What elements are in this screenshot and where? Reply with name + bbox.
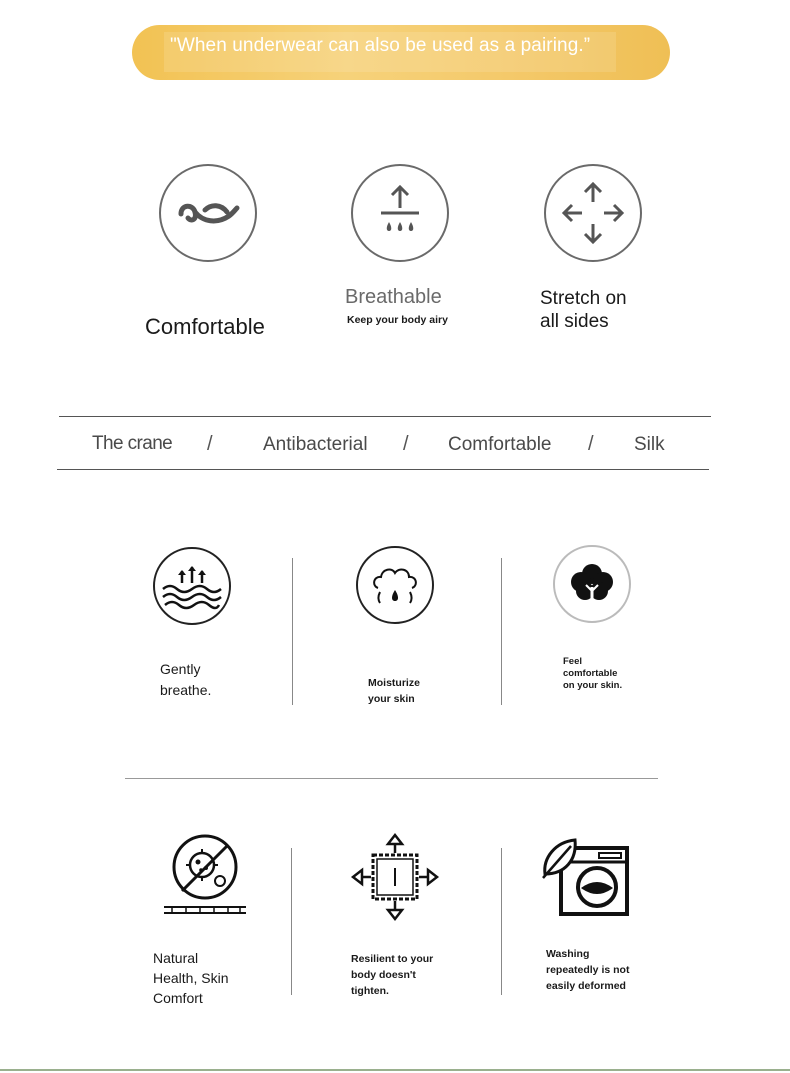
tag-separator: /	[207, 433, 213, 455]
feature-natural-health: Natural Health, Skin Comfort	[153, 950, 229, 1006]
feature-title-comfortable: Comfortable	[145, 314, 265, 339]
feature-gently-breathe: Gently breathe.	[160, 661, 212, 698]
feature-moisturize: Moisturize your skin	[368, 677, 420, 705]
quote-banner	[132, 25, 670, 80]
tag-separator: /	[588, 433, 594, 455]
column-divider	[292, 558, 293, 705]
airflow-drops-icon	[351, 164, 449, 262]
cloud-drop-icon	[356, 546, 434, 624]
tag-silk: Silk	[634, 434, 665, 455]
stretch-fabric-icon	[350, 832, 440, 922]
tag-bar-top-divider	[59, 416, 711, 417]
four-way-arrows-icon	[544, 164, 642, 262]
tag-separator: /	[403, 433, 409, 455]
column-divider	[291, 848, 292, 995]
tag-comfortable: Comfortable	[448, 434, 552, 455]
column-divider	[501, 848, 502, 995]
tag-bar-bottom-divider	[57, 469, 709, 470]
tag-antibacterial: Antibacterial	[263, 434, 368, 455]
feature-subtitle-breathable: Keep your body airy	[347, 314, 448, 326]
tag-the-crane: The crane	[92, 433, 173, 454]
cotton-flower-icon	[553, 545, 631, 623]
no-bacteria-icon	[160, 833, 250, 923]
section-divider	[125, 778, 658, 779]
bottom-accent-line	[0, 1069, 790, 1071]
leaf-swirl-icon	[159, 164, 257, 262]
feature-title-breathable: Breathable	[345, 286, 442, 308]
column-divider	[501, 558, 502, 705]
washing-machine-leaf-icon	[541, 838, 631, 918]
feature-resilient: Resilient to your body doesn't tighten.	[351, 953, 434, 997]
feature-washing: Washing repeatedly is not easily deformed	[546, 948, 630, 992]
waves-arrows-icon	[153, 547, 231, 625]
feature-feel-comfortable: Feel comfortable on your skin.	[563, 656, 623, 691]
banner-quote: "When underwear can also be used as a pairing.”	[170, 35, 591, 56]
feature-title-stretch: Stretch on all sides	[540, 288, 627, 332]
